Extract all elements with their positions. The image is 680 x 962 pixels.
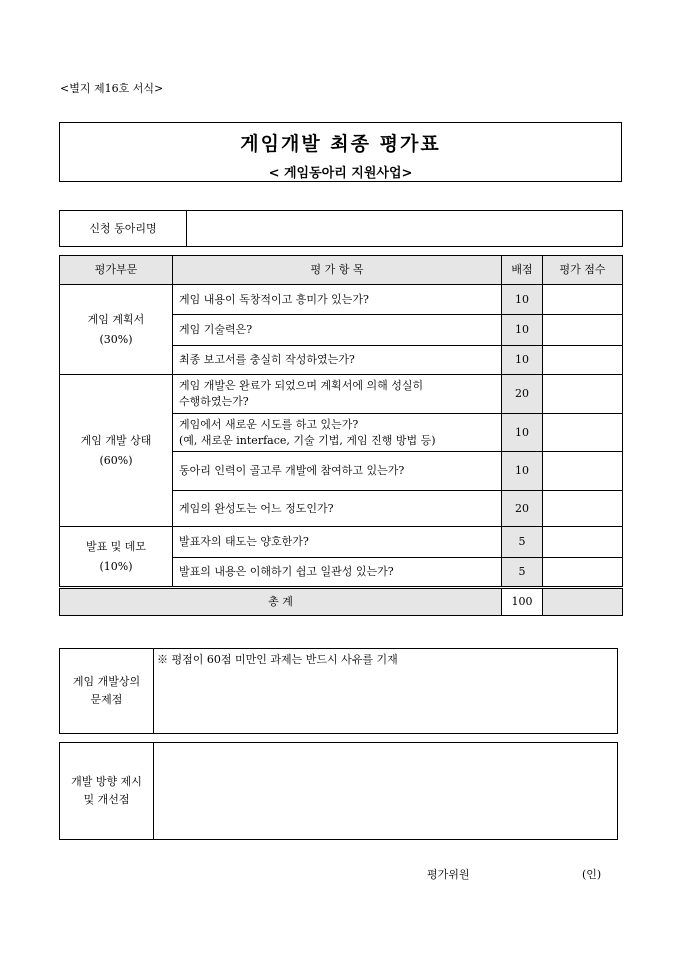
page-title: 게임개발 최종 평가표 <box>240 133 441 155</box>
item-text: 발표자의 태도는 양호한가? <box>179 535 309 548</box>
total-points: 100 <box>502 588 543 616</box>
item-text: 수행하였는가? <box>179 395 249 408</box>
form-number: <별지 제16호 서식> <box>60 82 164 95</box>
category-name: 게임 계획서 <box>87 312 145 326</box>
table-header-row <box>60 256 623 285</box>
problems-note: ※ 평점이 60점 미만인 과제는 반드시 사유를 기재 <box>157 653 398 666</box>
score-input[interactable] <box>543 491 623 527</box>
club-name-table <box>59 210 623 247</box>
table-row <box>60 375 623 414</box>
item-cell <box>173 558 502 588</box>
total-score-input[interactable] <box>543 588 623 616</box>
score-input[interactable] <box>543 452 623 491</box>
score-input[interactable] <box>543 558 623 588</box>
item-cell <box>173 346 502 375</box>
category-cell <box>60 285 173 375</box>
item-cell <box>173 414 502 452</box>
direction-section <box>59 742 618 840</box>
problems-label <box>60 649 154 733</box>
table-row <box>60 527 623 558</box>
score-input[interactable] <box>543 346 623 375</box>
category-name: 게임 개발 상태 <box>80 433 152 447</box>
item-text: 동아리 인력이 골고루 개발에 참여하고 있는가? <box>179 464 405 477</box>
title-box <box>59 122 622 182</box>
header-points: 배점 <box>502 256 543 285</box>
score-input[interactable] <box>543 315 623 346</box>
item-cell <box>173 285 502 315</box>
item-text: 게임 개발은 완료가 되었으며 계획서에 의해 성실히 <box>179 379 424 392</box>
item-cell <box>173 527 502 558</box>
points-cell: 20 <box>502 491 543 527</box>
points-cell: 10 <box>502 414 543 452</box>
club-name-input[interactable] <box>187 211 623 247</box>
score-input[interactable] <box>543 285 623 315</box>
header-score: 평가 점수 <box>543 256 623 285</box>
item-cell <box>173 491 502 527</box>
item-text: (예, 새로운 interface, 기술 기법, 게임 진행 방법 등) <box>179 433 436 447</box>
page-subtitle: < 게임동아리 지원사업> <box>268 166 413 181</box>
header-category: 평가부문 <box>60 256 173 285</box>
problems-label-line: 게임 개발상의 <box>72 675 141 688</box>
direction-label-line: 개발 방향 제시 <box>71 775 142 788</box>
item-cell <box>173 375 502 414</box>
item-text: 게임 내용이 독창적이고 흥미가 있는가? <box>179 292 369 306</box>
total-row <box>60 588 623 616</box>
evaluation-table <box>59 255 623 616</box>
item-cell <box>173 315 502 346</box>
category-name: 발표 및 데모 <box>85 539 147 553</box>
total-label: 총 계 <box>60 588 502 616</box>
evaluator-label: 평가위원 <box>427 868 470 881</box>
score-input[interactable] <box>543 527 623 558</box>
score-input[interactable] <box>543 375 623 414</box>
direction-label <box>60 743 154 839</box>
category-cell <box>60 527 173 588</box>
problems-label-line: 문제점 <box>90 693 123 706</box>
score-input[interactable] <box>543 414 623 452</box>
item-text: 게임의 완성도는 어느 정도인가? <box>179 501 334 515</box>
points-cell: 10 <box>502 285 543 315</box>
points-cell: 10 <box>502 452 543 491</box>
points-cell: 5 <box>502 527 543 558</box>
points-cell: 10 <box>502 315 543 346</box>
item-cell <box>173 452 502 491</box>
direction-label-line: 및 개선점 <box>83 793 130 806</box>
category-weight: (30%) <box>99 332 133 346</box>
category-weight: (10%) <box>99 559 133 573</box>
item-text: 최종 보고서를 충실히 작성하였는가? <box>179 353 355 366</box>
category-cell <box>60 375 173 527</box>
item-text: 발표의 내용은 이해하기 쉽고 일관성 있는가? <box>179 565 394 578</box>
table-row <box>60 285 623 315</box>
item-text: 게임 기술력은? <box>179 323 253 336</box>
club-name-label: 신청 동아리명 <box>60 211 187 247</box>
seal-mark: (인) <box>582 868 602 881</box>
item-text: 게임에서 새로운 시도를 하고 있는가? <box>179 417 359 431</box>
points-cell: 5 <box>502 558 543 588</box>
points-cell: 20 <box>502 375 543 414</box>
problems-section <box>59 648 618 734</box>
category-weight: (60%) <box>99 453 133 467</box>
points-cell: 10 <box>502 346 543 375</box>
header-item: 평 가 항 목 <box>173 256 502 285</box>
